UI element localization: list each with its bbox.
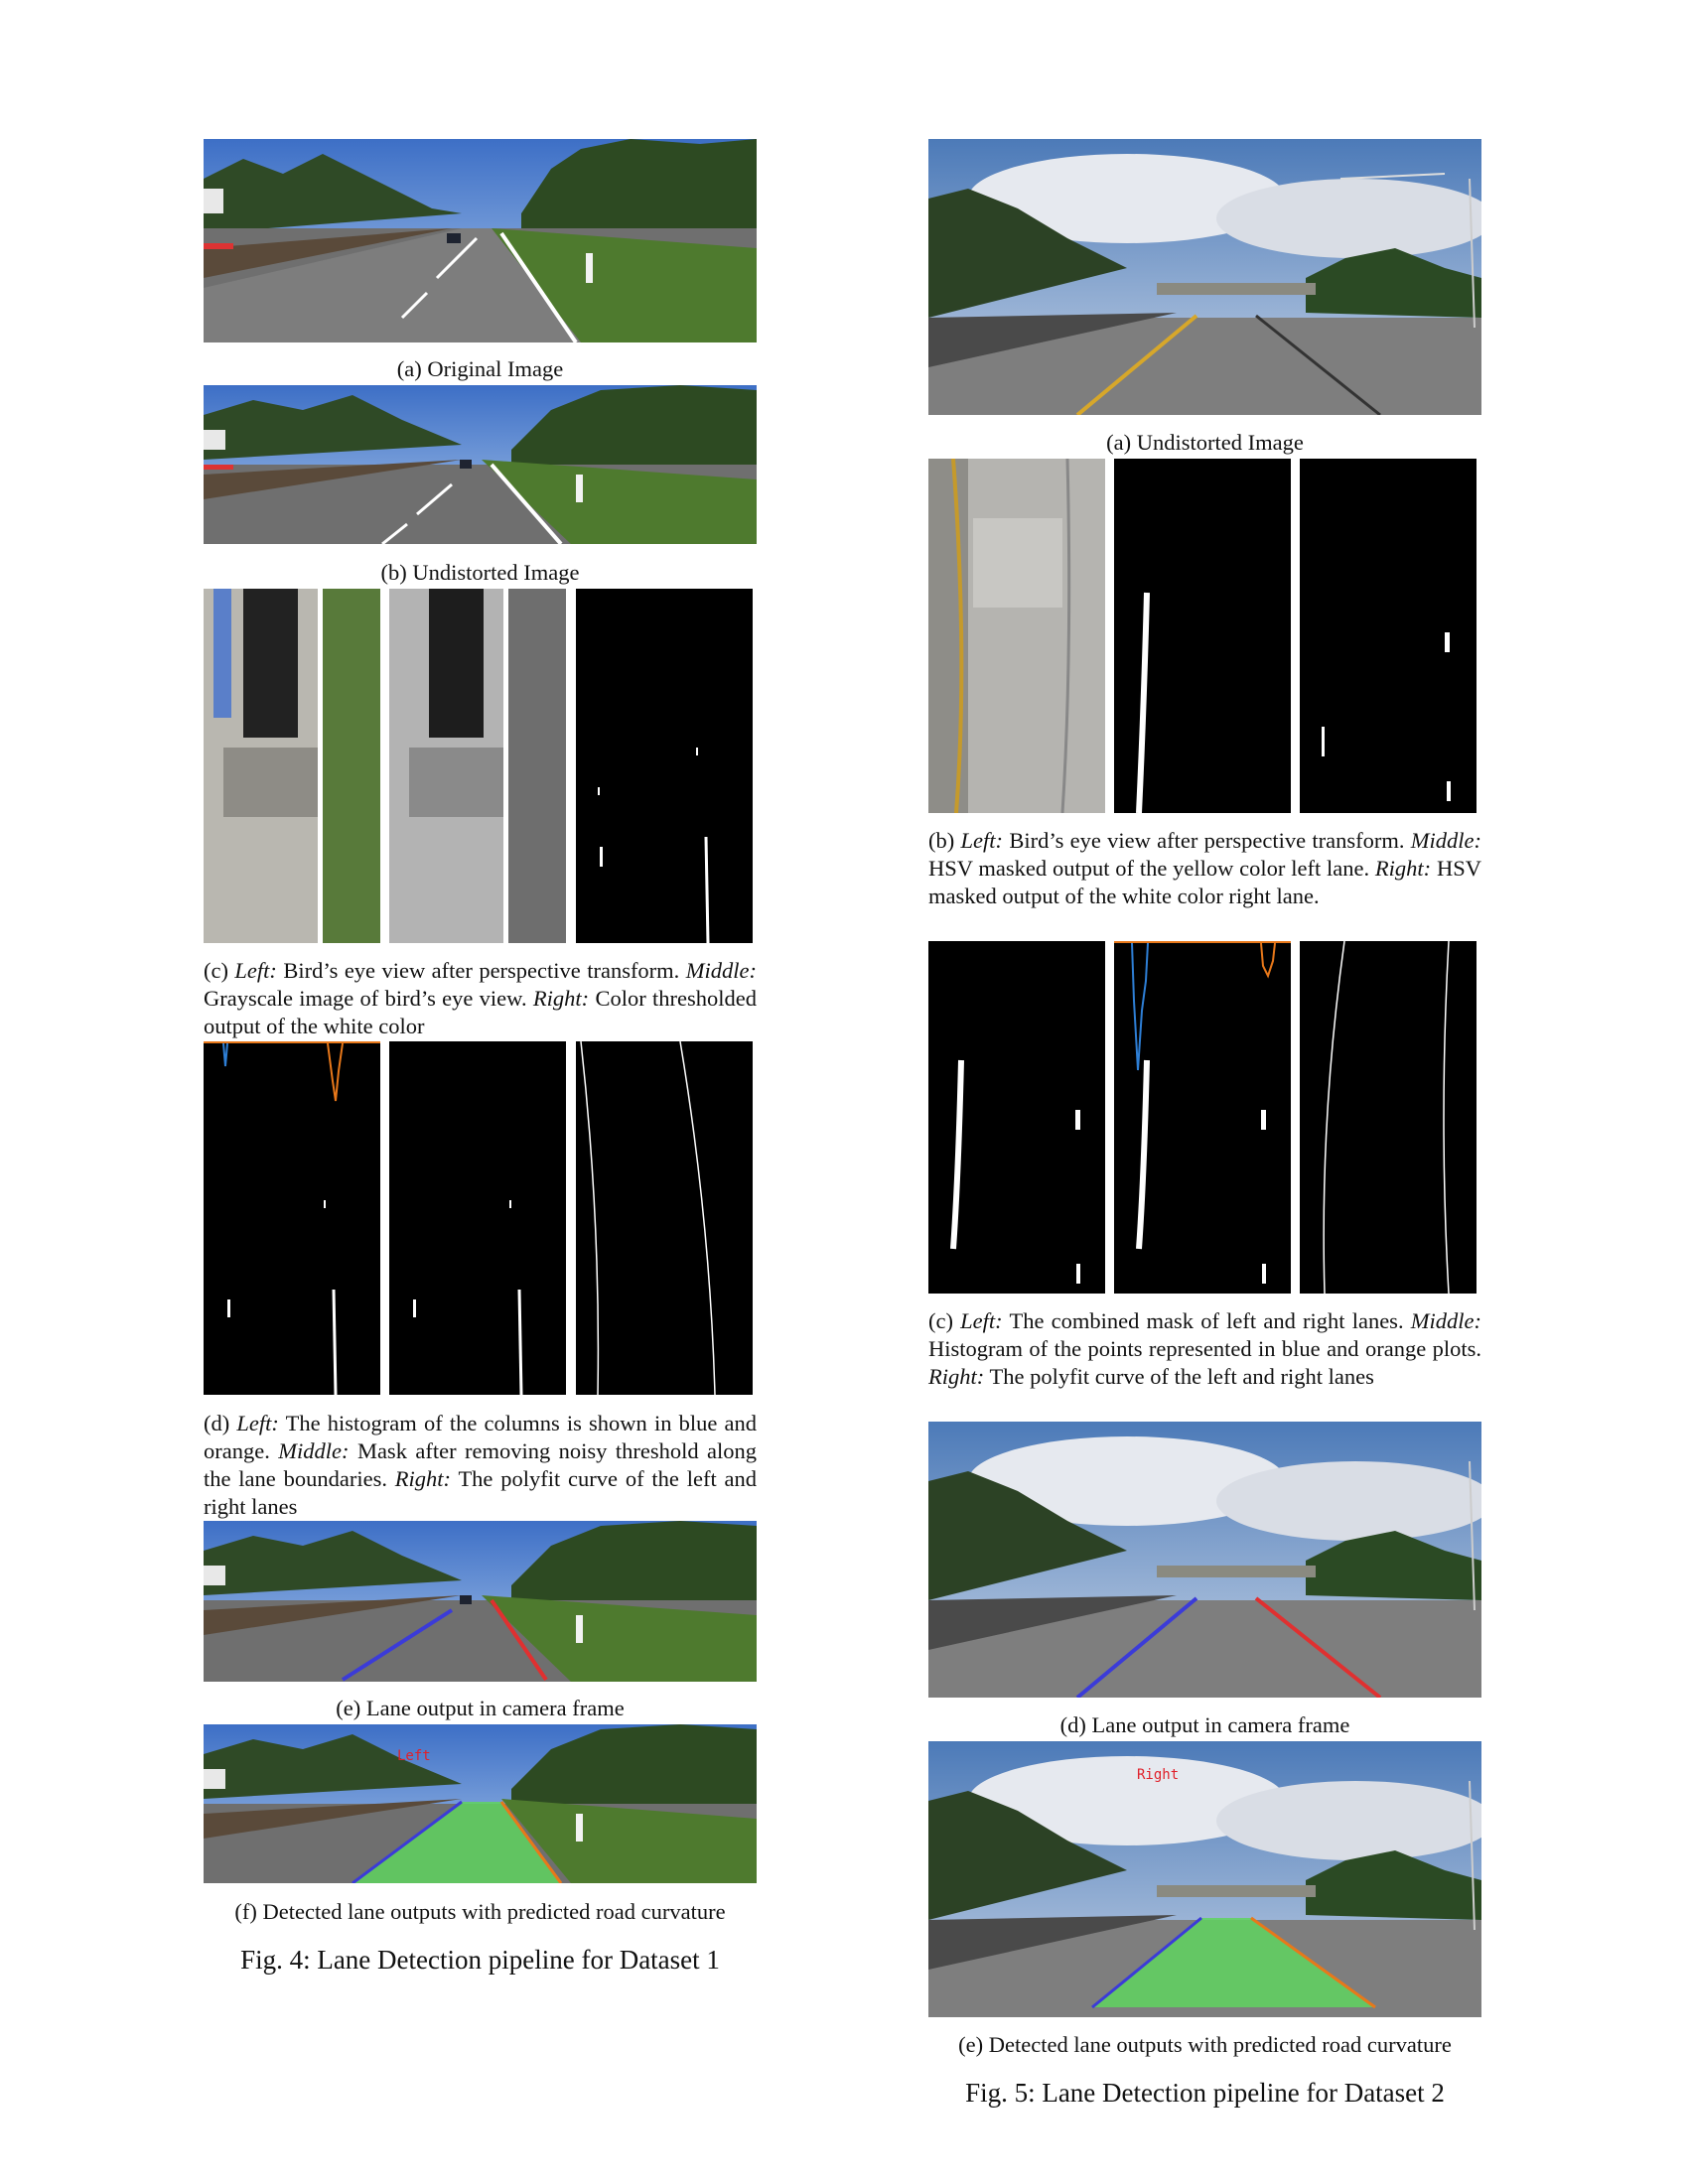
caption-right-text: Color thresholded output of the white color: [204, 986, 757, 1038]
caption-left-text: The histogram of the columns is shown in blue and orange.: [204, 1411, 757, 1463]
fig4-original-image: [204, 139, 757, 342]
fig5-d-caption: (d) Lane output in camera frame: [1059, 1712, 1350, 1737]
fig4-f-caption: (f) Detected lane outputs with predicted road curvature: [234, 1899, 726, 1924]
caption-middle-label: Middle:: [1410, 1308, 1481, 1333]
fig5-lane-camera-frame: [928, 1422, 1481, 1698]
caption-left-label: Left:: [236, 1411, 279, 1435]
caption-right-label: Right:: [1374, 856, 1432, 881]
fig4-threshold-mask: [576, 589, 753, 943]
caption-right-text: The polyfit curve of the left and right lanes: [204, 1466, 757, 1519]
fig5-birdseye-color: [928, 459, 1105, 813]
fig5-a-caption: (a) Undistorted Image: [1106, 430, 1304, 455]
fig4-c-caption: [204, 957, 757, 1040]
fig4-histogram-mask: [204, 1041, 380, 1395]
fig5-b-caption: [928, 827, 1481, 910]
fig4-undistorted-image: [204, 385, 757, 544]
fig5-e-caption: (e) Detected lane outputs with predicted road curvature: [958, 2032, 1452, 2057]
caption-right-label: Right:: [394, 1466, 452, 1491]
fig4-detected-lane-output: [204, 1724, 757, 1883]
caption-middle-text: Grayscale image of bird’s eye view.: [204, 986, 533, 1011]
fig5-undistorted-image: [928, 139, 1481, 415]
fig5-white-hsv-mask: [1300, 459, 1477, 813]
fig4-a-caption: (a) Original Image: [396, 356, 564, 381]
fig4-figure-caption: Fig. 4: Lane Detection pipeline for Dataset 1: [240, 1945, 720, 1975]
caption-right-text: HSV masked output of the white color right lane.: [928, 856, 1481, 908]
caption-middle-label: Middle:: [278, 1438, 350, 1463]
caption-left-text: Bird’s eye view after perspective transform.: [276, 958, 686, 983]
fig4-curvature-label: Left: [397, 1748, 431, 1764]
fig4-polyfit-curves: [576, 1041, 753, 1395]
caption-right-label: Right:: [928, 1364, 985, 1389]
caption-middle-text: HSV masked output of the yellow color left lane.: [928, 856, 1375, 881]
fig4-noise-removed-mask: [389, 1041, 566, 1395]
caption-prefix: (c): [928, 1308, 961, 1333]
fig4-e-caption: (e) Lane output in camera frame: [336, 1696, 625, 1720]
fig5-yellow-hsv-mask: [1114, 459, 1291, 813]
fig4-birdseye-color: [204, 589, 380, 943]
caption-left-label: Left:: [960, 1308, 1003, 1333]
caption-left-text: Bird’s eye view after perspective transform.: [1003, 828, 1411, 853]
fig5-figure-caption: Fig. 5: Lane Detection pipeline for Dataset 2: [965, 2078, 1445, 2108]
fig5-histogram-plot: [1114, 941, 1291, 1294]
caption-right-label: Right:: [532, 986, 590, 1011]
caption-prefix: (d): [204, 1411, 237, 1435]
fig4-d-caption: [204, 1410, 757, 1521]
fig4-lane-camera-frame: [204, 1521, 757, 1682]
caption-left-label: Left:: [234, 958, 277, 983]
caption-right-text: The polyfit curve of the left and right lanes: [984, 1364, 1374, 1389]
fig5-c-caption: [928, 1307, 1481, 1391]
fig4-birdseye-grayscale: [389, 589, 566, 943]
fig5-detected-lane-output: [928, 1741, 1481, 2017]
fig5-polyfit-curves: [1300, 941, 1477, 1294]
caption-left-text: The combined mask of left and right lanes.: [1002, 1308, 1411, 1333]
caption-middle-text: Histogram of the points represented in blue and orange plots.: [928, 1336, 1481, 1361]
caption-middle-text: Mask after removing noisy threshold along the lane boundaries.: [204, 1438, 757, 1491]
fig5-combined-mask: [928, 941, 1105, 1294]
fig4-b-caption: (b) Undistorted Image: [380, 560, 580, 585]
caption-middle-label: Middle:: [1410, 828, 1481, 853]
caption-middle-label: Middle:: [685, 958, 757, 983]
caption-prefix: (b): [928, 828, 961, 853]
caption-left-label: Left:: [960, 828, 1004, 853]
fig5-curvature-label: Right: [1137, 1767, 1180, 1783]
caption-prefix: (c): [204, 958, 235, 983]
